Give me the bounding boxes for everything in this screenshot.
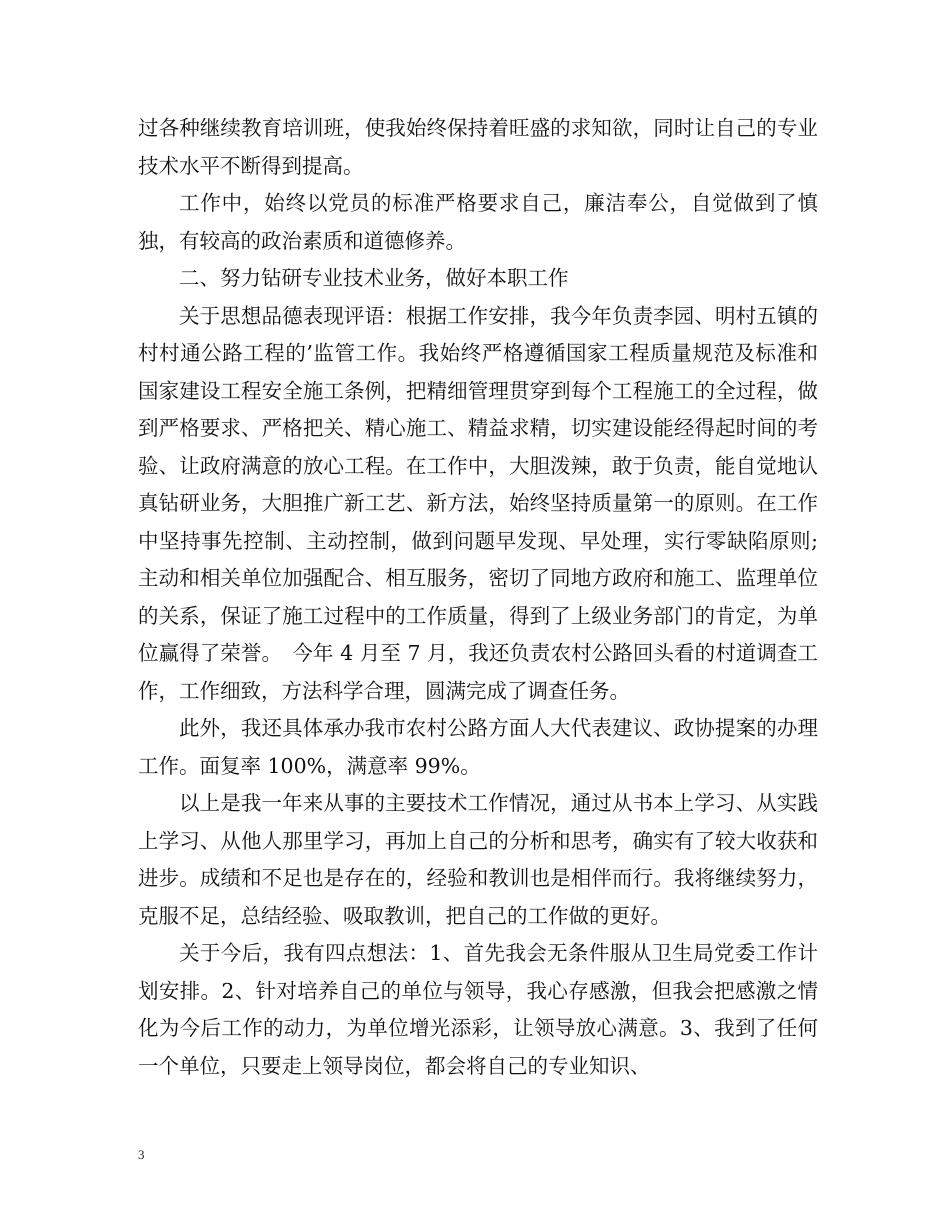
document-body xyxy=(138,110,818,1085)
paragraph-summary: 以上是我一年来从事的主要技术工作情况，通过从书本上学习、从实践上学习、从他人那里学习，再加上自己的分析和思考，确实有了较大收获和进步。成绩和不足也是存在的，经验和教训也是相伴而行。我将继续努力，克服不足，总结经验、吸取教训，把自己的工作做的更好。 xyxy=(138,791,818,928)
page-number: 3 xyxy=(138,1147,145,1162)
paragraph-party-discipline: 工作中，始终以党员的标准严格要求自己，廉洁奉公，自觉做到了慎独，有较高的政治素质和道德修养。 xyxy=(138,191,818,253)
paragraph-future-plans: 关于今后，我有四点想法：1、首先我会无条件服从卫生局党委工作计划安排。2、针对培养自己的单位与领导，我心存感激，但我会把感激之情化为今后工作的动力，为单位增光添彩，让领导放心满意。3、我到了任何一个单位，只要走上领导岗位，都会将自己的专业知识、 xyxy=(138,941,818,1078)
paragraph-continued: 过各种继续教育培训班，使我始终保持着旺盛的求知欲，同时让自己的专业技术水平不断得到提高。 xyxy=(138,116,818,178)
paragraph-work-supervision: 关于思想品德表现评语：根据工作安排，我今年负责李园、明村五镇的村村通公路工程的’监管工作。我始终严格遵循国家工程质量规范及标准和国家建设工程安全施工条例，把精细管理贯穿到每个工程施工的全过程，做到严格要求、严格把关、精心施工、精益求精，切实建设能经得起时间的考验、让政府满意的放心工程。在工作中，大胆泼辣，敢于负责，能自觉地认真钻研业务，大胆推广新工艺、新方法，始终坚持质量第一的原则。在工作中坚持事先控制、主动控制，做到问题早发现、早处理，实行零缺陷原则;主动和相关单位加强配合、相互服务，密切了同地方政府和施工、监理单位的关系，保证了施工过程中的工作质量，得到了上级业务部门的肯定，为单位赢得了荣誉。 今年 4 月至 7 月，我还负责农村公路回头看的村道调查工作，工作细致，方法科学合理，圆满完成了调查任务。 xyxy=(138,303,818,703)
section-heading: 二、努力钻研专业技术业务，做好本职工作 xyxy=(179,266,569,290)
paragraph-proposals: 此外，我还具体承办我市农村公路方面人大代表建议、政协提案的办理工作。面复率 100%，满意率 99%。 xyxy=(138,716,818,778)
